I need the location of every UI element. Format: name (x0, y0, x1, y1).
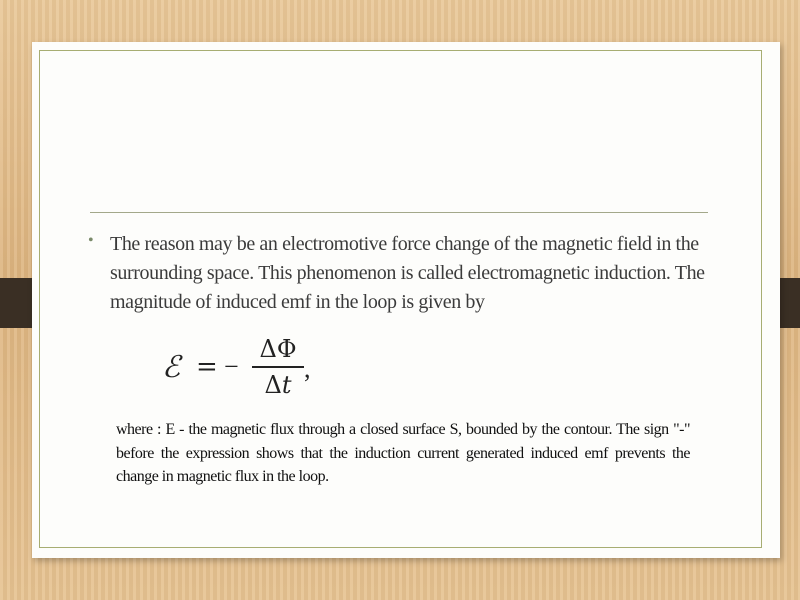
formula-fraction (252, 334, 304, 400)
bullet-icon: • (88, 232, 94, 249)
formula-emf-symbol: ℰ (162, 350, 181, 385)
formula-comma: , (304, 354, 311, 383)
fraction-bar (252, 366, 304, 368)
formula-numerator: ΔΦ (259, 335, 297, 363)
title-divider (90, 212, 708, 213)
bullet-paragraph: The reason may be an electromotive force change of the magnetic field in the surrounding space. This phenomenon is called electromagnetic induction. The magnitude of induced emf in the loop is given by (110, 233, 705, 313)
formula-denominator (252, 370, 304, 400)
denominator-delta: Δ (264, 370, 282, 399)
slide-card (32, 42, 780, 558)
formula-minus: − (224, 352, 239, 381)
formula-equals: = (196, 352, 218, 382)
denominator-variable: t (281, 370, 292, 399)
formula-explanation: where : E - the magnetic flux through a closed surface S, bounded by the contour. The sign "-" before the expression shows that the induction current generated induced emf prevents the change in magnetic flux in the loop. (116, 421, 690, 485)
